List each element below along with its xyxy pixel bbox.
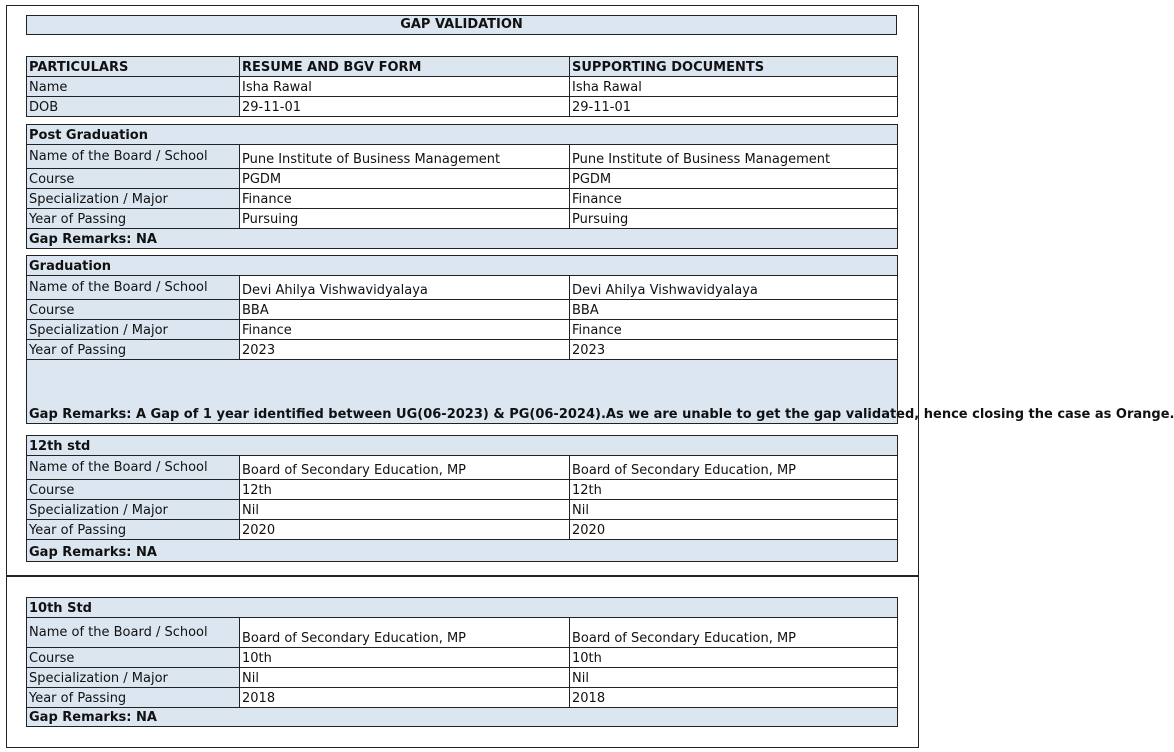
table-row	[27, 668, 898, 688]
table-row	[27, 500, 898, 520]
row-label: Year of Passing	[27, 209, 240, 229]
row-label: Year of Passing	[27, 340, 240, 360]
table-row	[27, 688, 898, 708]
table-row	[27, 209, 898, 229]
table-row	[27, 145, 898, 169]
resume-value: Nil	[240, 668, 570, 688]
document-value: 2020	[570, 520, 898, 540]
resume-value: 29-11-01	[240, 97, 570, 117]
row-label: Specialization / Major	[27, 500, 240, 520]
column-header-documents: SUPPORTING DOCUMENTS	[570, 57, 898, 77]
gap-remarks: Gap Remarks: NA	[27, 540, 898, 562]
row-label: Course	[27, 300, 240, 320]
resume-value: 2023	[240, 340, 570, 360]
table-row	[27, 97, 898, 117]
table-row	[27, 320, 898, 340]
table-row	[27, 300, 898, 320]
section-post-graduation	[26, 124, 898, 249]
document-value: PGDM	[570, 169, 898, 189]
table-row	[27, 169, 898, 189]
document-value: Pune Institute of Business Management	[570, 145, 898, 169]
gap-remarks: Gap Remarks: A Gap of 1 year identified between UG(06-2023) & PG(06-2024).As we are unable to get the gap validated, hence closing the case as Orange.	[27, 360, 898, 424]
section-12th-std	[26, 435, 898, 562]
row-label: Specialization / Major	[27, 320, 240, 340]
resume-value: Isha Rawal	[240, 77, 570, 97]
document-value: BBA	[570, 300, 898, 320]
resume-value: 2018	[240, 688, 570, 708]
document-value: Isha Rawal	[570, 77, 898, 97]
column-header-resume: RESUME AND BGV FORM	[240, 57, 570, 77]
row-label: Year of Passing	[27, 688, 240, 708]
resume-value: PGDM	[240, 169, 570, 189]
table-row	[27, 77, 898, 97]
resume-value: Board of Secondary Education, MP	[240, 618, 570, 648]
resume-value: Nil	[240, 500, 570, 520]
document-value: Finance	[570, 189, 898, 209]
document-value: Finance	[570, 320, 898, 340]
resume-value: Finance	[240, 189, 570, 209]
document-value: Pursuing	[570, 209, 898, 229]
section-heading: Post Graduation	[27, 125, 898, 145]
page-title: GAP VALIDATION	[26, 15, 897, 35]
gap-remarks: Gap Remarks: NA	[27, 708, 898, 727]
row-label: Course	[27, 648, 240, 668]
document-value: 2018	[570, 688, 898, 708]
row-label: Name of the Board / School	[27, 145, 240, 169]
row-label: Name of the Board / School	[27, 618, 240, 648]
document-value: 2023	[570, 340, 898, 360]
row-label: Year of Passing	[27, 520, 240, 540]
document-value: Devi Ahilya Vishwavidyalaya	[570, 276, 898, 300]
table-row	[27, 618, 898, 648]
resume-value: Board of Secondary Education, MP	[240, 456, 570, 480]
table-row	[27, 189, 898, 209]
resume-value: BBA	[240, 300, 570, 320]
section-heading: 12th std	[27, 436, 898, 456]
row-label: Name of the Board / School	[27, 456, 240, 480]
row-label: Course	[27, 169, 240, 189]
row-label: Name of the Board / School	[27, 276, 240, 300]
document-value: 12th	[570, 480, 898, 500]
table-row	[27, 480, 898, 500]
section-heading: 10th Std	[27, 598, 898, 618]
table-row	[27, 648, 898, 668]
resume-value: Finance	[240, 320, 570, 340]
personal-details-table	[26, 56, 898, 117]
document-value: Nil	[570, 668, 898, 688]
resume-value: 2020	[240, 520, 570, 540]
section-10th-std	[26, 597, 898, 727]
resume-value: Pune Institute of Business Management	[240, 145, 570, 169]
row-label: DOB	[27, 97, 240, 117]
table-row	[27, 340, 898, 360]
document-value: Board of Secondary Education, MP	[570, 456, 898, 480]
document-value: 10th	[570, 648, 898, 668]
row-label: Name	[27, 77, 240, 97]
table-row	[27, 520, 898, 540]
resume-value: 12th	[240, 480, 570, 500]
table-row	[27, 276, 898, 300]
section-heading: Graduation	[27, 256, 898, 276]
row-label: Specialization / Major	[27, 189, 240, 209]
resume-value: 10th	[240, 648, 570, 668]
resume-value: Devi Ahilya Vishwavidyalaya	[240, 276, 570, 300]
document-value: 29-11-01	[570, 97, 898, 117]
row-label: Course	[27, 480, 240, 500]
row-label: Specialization / Major	[27, 668, 240, 688]
resume-value: Pursuing	[240, 209, 570, 229]
gap-remarks: Gap Remarks: NA	[27, 229, 898, 249]
table-row	[27, 456, 898, 480]
section-graduation	[26, 255, 1174, 424]
document-value: Board of Secondary Education, MP	[570, 618, 898, 648]
document-value: Nil	[570, 500, 898, 520]
column-header-particulars: PARTICULARS	[27, 57, 240, 77]
